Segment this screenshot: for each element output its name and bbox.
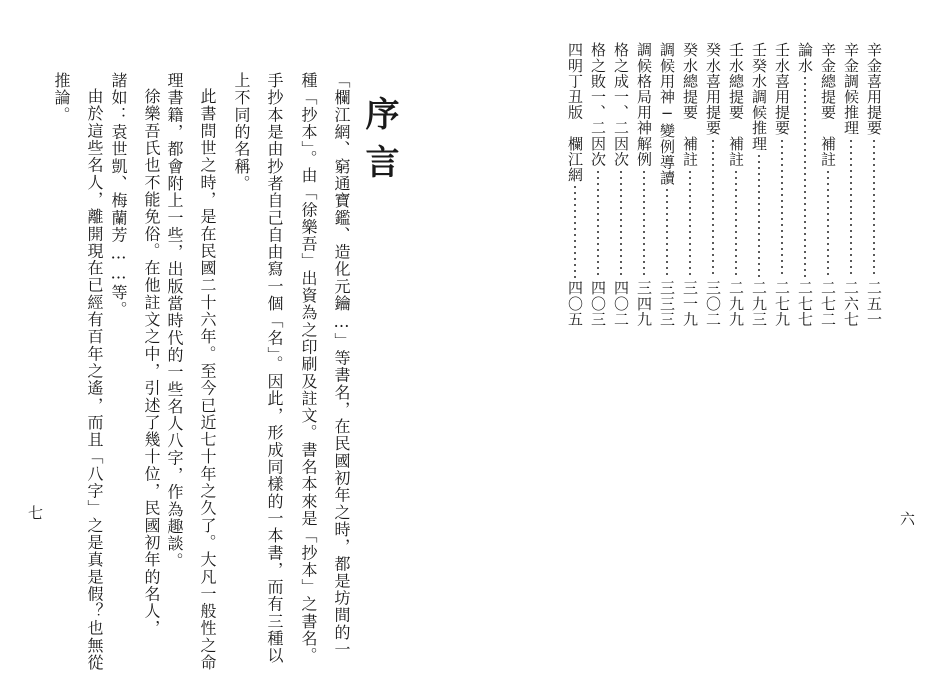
- page-number-left: 七: [28, 504, 44, 522]
- toc-leader-dots: [804, 75, 806, 278]
- toc-leader-dots: [827, 169, 829, 278]
- page-number-right: 六: [900, 510, 916, 528]
- toc-leader-dots: [712, 138, 714, 279]
- preface-line-5: 此書問世之時，是在民國二十六年。至今已近七十年之久了。大凡一般性之命: [198, 88, 217, 672]
- toc-entry: [682, 42, 697, 327]
- toc-entry-page: 四〇五: [566, 280, 584, 327]
- toc-entry-page: 二七九: [773, 280, 791, 327]
- toc-leader-dots: [689, 169, 691, 278]
- preface-line-8: 諸如：袁世凱、梅蘭芳……等。: [109, 72, 128, 319]
- toc-entry-page: 三三三: [658, 280, 676, 327]
- toc-entry-page: 四〇三: [589, 280, 607, 327]
- toc-entry-page: 二七七: [796, 280, 814, 327]
- toc-entry-title: 辛金喜用提要: [865, 42, 883, 136]
- toc-entry-page: 二七二: [819, 280, 837, 327]
- toc-entry: [659, 42, 674, 327]
- preface-title: 序言: [359, 96, 399, 192]
- toc-leader-dots: [781, 138, 783, 279]
- toc-entry-title: 論水: [796, 42, 814, 74]
- toc-entry-page: 四〇二: [612, 280, 630, 327]
- toc-leader-dots: [873, 138, 875, 279]
- preface-line-10: 推論。: [52, 72, 71, 124]
- toc-entry-title: 壬水喜用提要: [773, 42, 791, 136]
- toc-entry-page: 二六七: [842, 280, 860, 327]
- toc-entry: [774, 42, 789, 327]
- toc-entry-title: 壬癸水調候推理: [750, 42, 768, 152]
- toc-entry-page: 三〇二: [704, 280, 722, 327]
- toc-entry-title: 調候格局用神解例: [635, 42, 653, 167]
- toc-entry-title: 癸水總提要 補註: [681, 42, 699, 167]
- toc-entry: [751, 42, 766, 327]
- toc-entry: [797, 42, 812, 327]
- preface-line-4: 上不同的名稱。: [232, 72, 251, 193]
- toc-leader-dots: [735, 169, 737, 278]
- preface-line-3: 手抄本是由抄者自己自由寫一個「名」。因此，形成同樣的一本書，而有三種以: [265, 72, 284, 665]
- toc-page: [470, 0, 943, 673]
- toc-entry-title: 調候用神─變例導讀: [658, 42, 676, 186]
- toc-leader-dots: [850, 138, 852, 279]
- toc-entry-page: 二九三: [750, 280, 768, 327]
- toc-leader-dots: [643, 169, 645, 278]
- toc-leader-dots: [666, 187, 668, 278]
- preface-line-7: 徐樂吾氏也不能免俗。在他註文之中，引述了幾十位，民國初年的名人，: [142, 88, 161, 637]
- toc-entry-page: 三四九: [635, 280, 653, 327]
- toc-leader-dots: [574, 184, 576, 278]
- preface-line-2: 種「抄本」。由「徐樂吾」出資為之印刷及註文。書名本來是「抄本」之書名。: [299, 72, 318, 665]
- toc-entry: [590, 42, 605, 327]
- toc-leader-dots: [597, 169, 599, 278]
- toc-entry: [866, 42, 881, 327]
- toc-entry-title: 格之成一、二因次: [612, 42, 630, 167]
- toc-entry: [567, 42, 582, 327]
- preface-line-9: 由於這些名人，離開現在已經有百年之遙，而且「八字」之是真是假？也無從: [85, 88, 104, 672]
- toc-leader-dots: [758, 153, 760, 278]
- toc-entry-page: 二九九: [727, 280, 745, 327]
- toc-entry: [820, 42, 835, 327]
- toc-entry-title: 辛金總提要 補註: [819, 42, 837, 167]
- preface-line-6: 理書籍，都會附上一些，出版當時代的一些名人八字，作為趣談。: [165, 72, 184, 570]
- toc-entry-page: 三一九: [681, 280, 699, 327]
- toc-entry-title: 辛金調候推理: [842, 42, 860, 136]
- toc-entry: [728, 42, 743, 327]
- toc-entry: [843, 42, 858, 327]
- toc-entry-title: 癸水喜用提要: [704, 42, 722, 136]
- preface-line-1: 「欄江網、窮通寶鑑、造化元鑰…」等書名，在民國初年之時，都是坊間的一: [332, 72, 351, 659]
- toc-leader-dots: [620, 169, 622, 278]
- toc-entry-title: 四明丁丑版 欄江網: [566, 42, 584, 183]
- toc-entry: [636, 42, 651, 327]
- toc-entry-page: 二五一: [865, 280, 883, 327]
- toc-entry-title: 格之敗一、二因次: [589, 42, 607, 167]
- toc-entry: [705, 42, 720, 327]
- preface-page: [0, 0, 470, 673]
- toc-entry-title: 壬水總提要 補註: [727, 42, 745, 167]
- toc-entry: [613, 42, 628, 327]
